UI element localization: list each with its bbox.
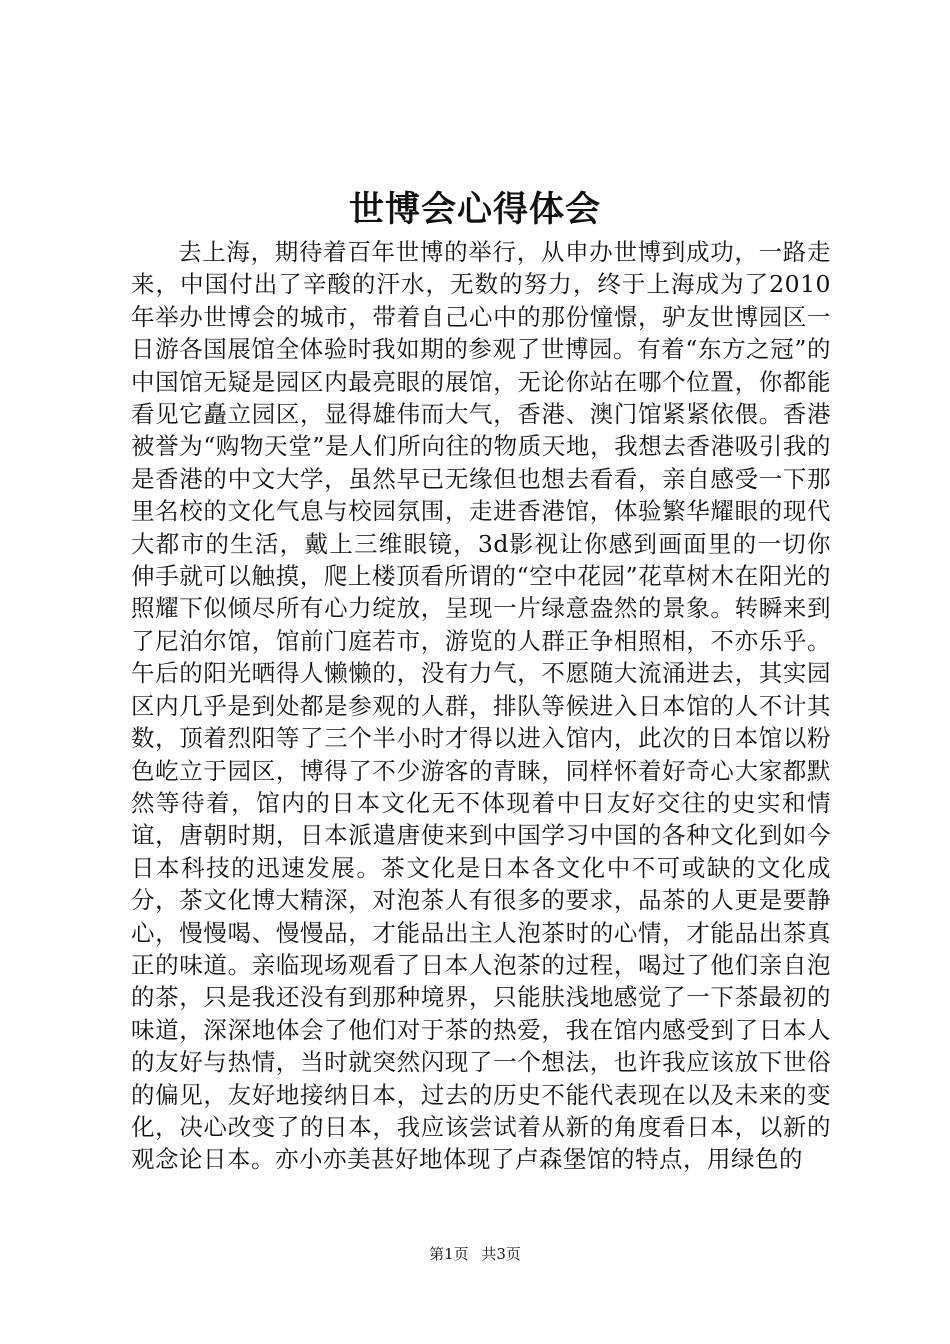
body-paragraph: 去上海，期待着百年世博的举行，从申办世博到成功，一路走来，中国付出了辛酸的汗水，无数的努力，终于上海成为了2010年举办世博会的城市，带着自己心中的那份憧憬，驴友世博园区一日游各国展馆全体验时我如期的参观了世博园。有着“东方之冠”的中国馆无疑是园区内最亮眼的展馆，无论你站在哪个位置，你都能看见它矗立园区，显得雄伟而大气，香港、澳门馆紧紧依偎。香港被誉为“购物天堂”是人们所向往的物质天地，我想去香港吸引我的是香港的中文大学，虽然早已无缘但也想去看看，亲自感受一下那里名校的文化气息与校园氛围，走进香港馆，体验繁华耀眼的现代大都市的生活，戴上三维眼镜，3d影视让你感到画面里的一切你伸手就可以触摸，爬上楼顶看所谓的“空中花园”花草树木在阳光的照耀下似倾尽所有心力绽放，呈现一片绿意盎然的景象。转瞬来到了尼泊尔馆，馆前门庭若市，游览的人群正争相照相，不亦乐乎。午后的阳光晒得人懒懒的，没有力气，不愿随大流涌进去，其实园区内几乎是到处都是参观的人群，排队等候进入日本馆的人不计其数，顶着烈阳等了三个半小时才得以进入馆内，此次的日本馆以粉色屹立于园区，博得了不少游客的青睐，同样怀着好奇心大家都默然等待着，馆内的日本文化无不体现着中日友好交往的史实和情谊，唐朝时期，日本派遣唐使来到中国学习中国的各种文化到如今日本科技的迅速发展。茶文化是日本各文化中不可或缺的文化成分，茶文化博大精深，对泡茶人有很多的要求，品茶的人更是要静心，慢慢喝、慢慢品，才能品出主人泡茶时的心情，才能品出茶真正的味道。亲临现场观看了日本人泡茶的过程，喝过了他们亲自泡的茶，只是我还没有到那种境界，只能肤浅地感觉了一下茶最初的味道，深深地体会了他们对于茶的热爱，我在馆内感受到了日本人的友好与热情，当时就突然闪现了一个想法，也许我应该放下世俗的偏见，友好地接纳日本，过去的历史不能代表现在以及未来的变化，决心改变了的日本，我应该尝试着从新的角度看日本，以新的观念论日本。亦小亦美甚好地体现了卢森堡馆的特点，用绿色的 (131, 238, 831, 1174)
page-total: 共3页 (481, 1245, 521, 1263)
page-footer (0, 1243, 950, 1265)
document-title: 世博会心得体会 (348, 189, 601, 230)
page-number: 第1页 (429, 1245, 469, 1263)
